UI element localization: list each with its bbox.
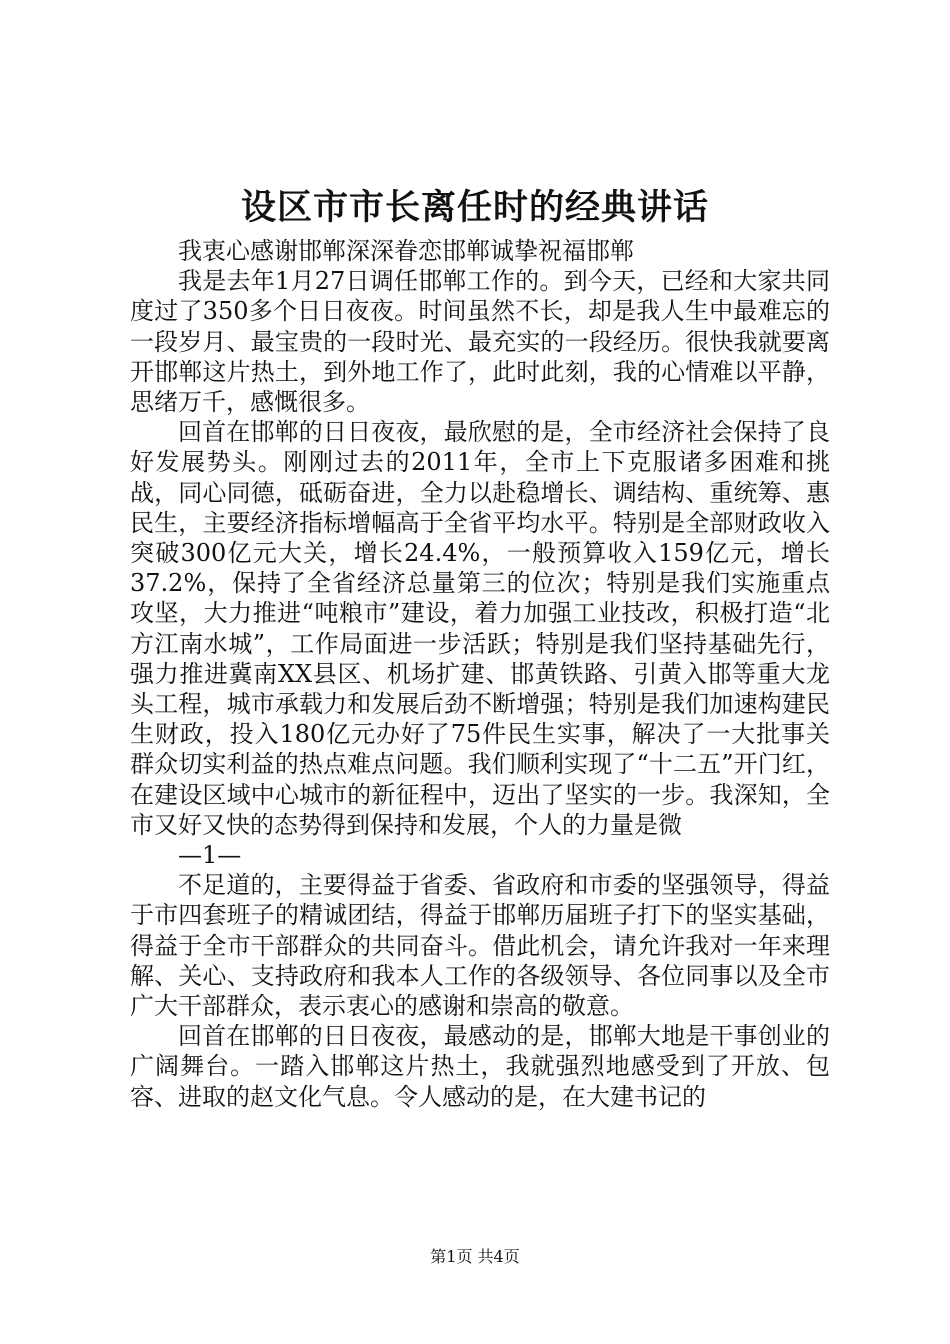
paragraph-3: 不足道的，主要得益于省委、省政府和市委的坚强领导，得益于市四套班子的精诚团结，得益于邯郸历届班子打下的坚实基础，得益于全市干部群众的共同奋斗。借此机会，请允许我对一年来理解、关心、支持政府和我本人工作的各级领导、各位同事以及全市广大干部群众，表示衷心的感谢和崇高的敬意。 [130,871,830,1021]
inline-page-marker: —1— [178,841,242,870]
subtitle-line: 我衷心感谢邯郸深深眷恋邯郸诚挚祝福邯郸 [178,237,634,265]
paragraph-4: 回首在邯郸的日日夜夜，最感动的是，邯郸大地是干事创业的广阔舞台。一踏入邯郸这片热土，我就强烈地感受到了开放、包容、进取的赵文化气息。令人感动的是，在大建书记的 [130,1022,830,1111]
paragraph-2: 回首在邯郸的日日夜夜，最欣慰的是，全市经济社会保持了良好发展势头。刚刚过去的2011年，全市上下克服诸多困难和挑战，同心同德，砥砺奋进，全力以赴稳增长、调结构、重统筹、惠民生，主要经济指标增幅高于全省平均水平。特别是全部财政收入突破300亿元大关，增长24.4%，一般预算收入159亿元，增长37.2%，保持了全省经济总量第三的位次；特别是我们实施重点攻坚，大力推进“吨粮市”建设，着力加强工业技改，积极打造“北方江南水城”，工作局面进一步活跃；特别是我们坚持基础先行，强力推进冀南XX县区、机场扩建、邯黄铁路、引黄入邯等重大龙头工程，城市承载力和发展后劲不断增强；特别是我们加速构建民生财政，投入180亿元办好了75件民生实事，解决了一大批事关群众切实利益的热点难点问题。我们顺利实现了“十二五”开门红，在建设区域中心城市的新征程中，迈出了坚实的一步。我深知，全市又好又快的态势得到保持和发展，个人的力量是微 [130,418,830,839]
page-footer: 第1页 共4页 [430,1247,520,1266]
paragraph-1: 我是去年1月27日调任邯郸工作的。到今天，已经和大家共同度过了350多个日日夜夜。时间虽然不长，却是我人生中最难忘的一段岁月、最宝贵的一段时光、最充实的一段经历。很快我就要离开邯郸这片热土，到外地工作了，此时此刻，我的心情难以平静，思绪万千，感慨很多。 [130,267,830,417]
document-body [130,236,830,1112]
document-title: 设区市市长离任时的经典讲话 [240,187,709,228]
